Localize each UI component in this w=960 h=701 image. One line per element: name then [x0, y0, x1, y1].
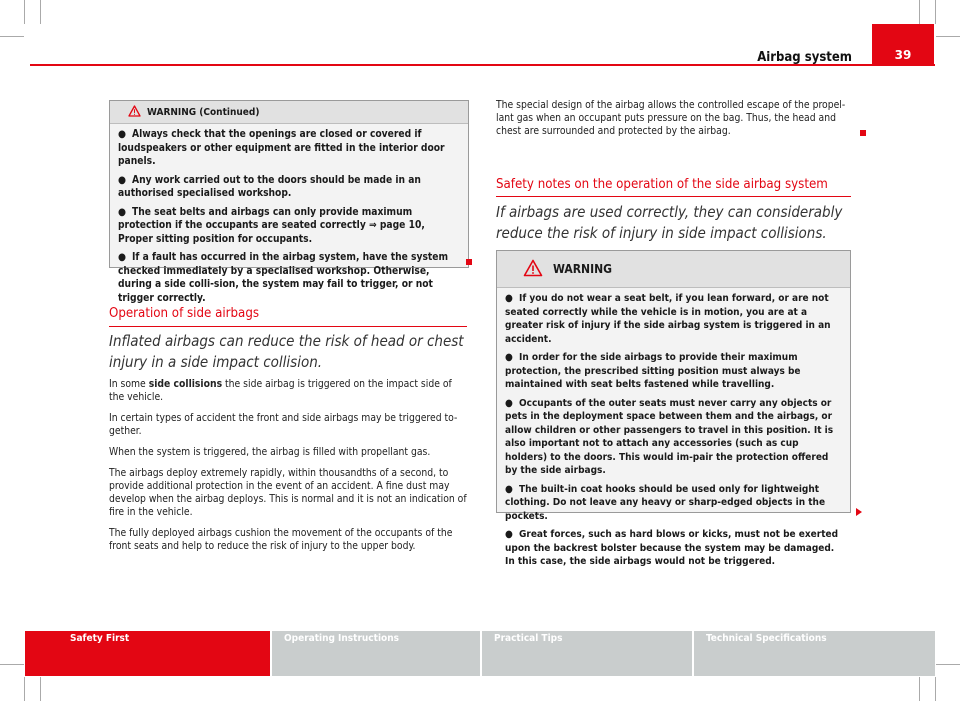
paragraph: The fully deployed airbags cushion the movement of the occupants of the front seats and help to reduce the risk of injury to the upper body. — [109, 527, 453, 552]
warning-box — [496, 250, 851, 567]
warning-continued-box — [109, 100, 469, 304]
section-title-safety: Safety notes on the operation of the side airbag system — [496, 177, 828, 192]
crop-mark — [40, 0, 41, 24]
crop-mark — [936, 664, 960, 665]
footer-tab-label: Practical Tips — [494, 633, 563, 644]
crop-mark — [919, 0, 920, 24]
crop-mark — [24, 0, 25, 24]
warning-item: ● The seat belts and airbags can only provide maximum protection if the occupants are seated correctly ⇒ page 10, Proper sitting position for occupants. — [118, 206, 425, 245]
paragraph: When the system is triggered, the airbag is filled with propellant gas. — [109, 446, 431, 458]
crop-mark — [935, 0, 936, 24]
top-paragraph: The special design of the airbag allows the controlled escape of the propel-lant gas when an occupant puts pressure on the bag. Thus, the head and chest are surrounded and protected by the airbag. — [496, 99, 846, 137]
running-title: Airbag system — [757, 50, 852, 65]
crop-mark — [40, 677, 41, 701]
warning-body — [497, 288, 850, 569]
crop-mark — [935, 677, 936, 701]
warning-item: ● Occupants of the outer seats must never carry any objects or pets in the deployment space between them and the airbags, or allow children or other passengers to travel in this position. It is also important not to attach any accessories (such as cup holders) to the doors. This would im-pair the protection offered by the side airbags. — [505, 397, 834, 476]
continue-arrow-icon — [855, 502, 863, 521]
section-rule — [496, 196, 851, 197]
warning-triangle-icon — [128, 105, 141, 120]
warning-header — [497, 251, 850, 288]
warning-triangle-icon — [523, 259, 543, 280]
emphasis: side collisions — [148, 378, 223, 390]
section-end-square — [860, 130, 866, 136]
warning-item: ● If a fault has occurred in the airbag system, have the system checked immediately by a specialised workshop. Otherwise, during a side colli-sion, the system may fail to trigger, or not trigger correctly. — [118, 252, 449, 304]
warning-continued-title: WARNING (Continued) — [147, 106, 260, 118]
warning-item: ● Always check that the openings are closed or covered if loudspeakers or other equipment are fitted in the interior door panels. — [118, 129, 445, 167]
paragraph: The airbags deploy extremely rapidly, within thousandths of a second, to provide additional protection in the event of an accident. A fine dust may develop when the airbag deploys. This is normal and it is not an indication of fire in the vehicle. — [109, 467, 467, 518]
crop-mark — [24, 677, 25, 701]
warning-title: WARNING — [553, 262, 612, 276]
crop-mark — [936, 36, 960, 37]
footer-tab-technical-specifications[interactable] — [694, 631, 935, 676]
paragraph: In some side collisions the side airbag is triggered on the impact side of the vehicle. — [109, 378, 452, 403]
footer-tab-label: Technical Specifications — [706, 633, 827, 644]
crop-mark — [0, 664, 24, 665]
footer-tab-label: Operating Instructions — [284, 633, 399, 644]
section-intro: If airbags are used correctly, they can considerably reduce the risk of injury in side impact collisions. — [496, 203, 843, 242]
crop-mark — [0, 36, 24, 37]
section-rule — [109, 326, 467, 327]
footer-tab-operating-instructions[interactable] — [272, 631, 480, 676]
paragraph: In certain types of accident the front and side airbags may be triggered to-gether. — [109, 412, 458, 437]
warning-continued-body — [110, 124, 468, 305]
crop-mark — [919, 677, 920, 701]
page-number: 39 — [872, 24, 934, 66]
section-title-operation: Operation of side airbags — [109, 306, 260, 321]
warning-item: ● Great forces, such as hard blows or kicks, must not be exerted upon the backrest bolster because the system may be damaged. In this case, the side airbags would not be triggered. — [505, 529, 839, 567]
operation-body — [109, 378, 469, 561]
warning-item: ● The built-in coat hooks should be used only for lightweight clothing. Do not leave any heavy or sharp-edged objects in the pockets. — [505, 483, 826, 522]
warning-item: ● Any work carried out to the doors should be made in an authorised specialised workshop. — [118, 174, 421, 199]
footer-tab-label: Safety First — [70, 633, 130, 644]
warning-item: ● If you do not wear a seat belt, if you lean forward, or are not seated correctly while the vehicle is in motion, you are at a greater risk of injury if the side airbag system is triggered in an accident. — [505, 293, 831, 345]
warning-continued-header — [110, 101, 468, 124]
footer-tab-practical-tips[interactable] — [482, 631, 692, 676]
section-end-square — [466, 259, 472, 265]
section-intro: Inflated airbags can reduce the risk of head or chest injury in a side impact collision. — [109, 332, 464, 371]
warning-item: ● In order for the side airbags to provide their maximum protection, the prescribed sitting position must always be maintained with seat belts fastened while travelling. — [505, 352, 801, 390]
footer-tab-safety-first[interactable] — [25, 631, 270, 676]
